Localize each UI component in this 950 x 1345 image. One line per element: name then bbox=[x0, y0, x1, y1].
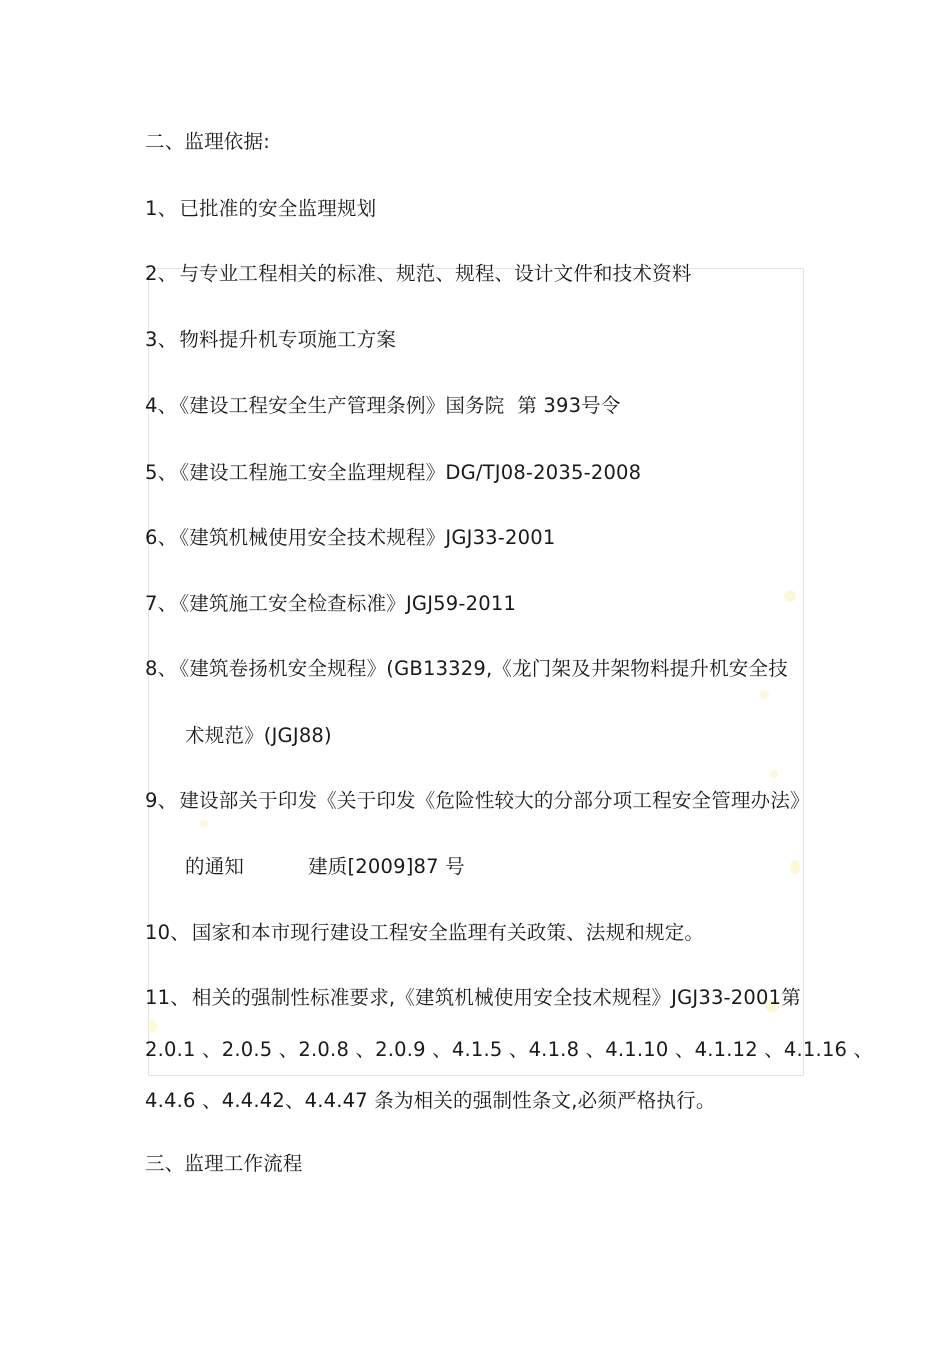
list-item-1: 1、 已批准的安全监理规划 bbox=[145, 197, 377, 220]
background-speck bbox=[760, 690, 769, 699]
list-item-7: 7、 《建筑施工安全检查标准》JGJ59-2011 bbox=[145, 592, 517, 615]
list-item-9-continuation: 的通知 建质[2009]87 号 bbox=[185, 855, 465, 878]
list-item-3: 3、 物料提升机专项施工方案 bbox=[145, 328, 397, 351]
list-item-4: 4、 《建设工程安全生产管理条例》国务院 第 393号令 bbox=[145, 394, 621, 417]
list-item-10: 10、 国家和本市现行建设工程安全监理有关政策、法规和规定。 bbox=[145, 921, 705, 944]
background-speck bbox=[770, 770, 778, 778]
list-item-5: 5、 《建设工程施工安全监理规程》DG/TJ08-2035-2008 bbox=[145, 461, 642, 484]
background-speck bbox=[790, 860, 800, 874]
list-item-6: 6、 《建筑机械使用安全技术规程》JGJ33-2001 bbox=[145, 526, 556, 549]
list-item-9: 9、 建设部关于印发《关于印发《危险性较大的分部分项工程安全管理办法》 bbox=[145, 789, 810, 812]
list-item-11: 11、 相关的强制性标准要求,《建筑机械使用安全技术规程》JGJ33-2001第 bbox=[145, 986, 801, 1009]
list-item-11-continuation: 2.0.1 、2.0.5 、2.0.8 、2.0.9 、4.1.5 、4.1.8 、4.1.10 、4.1.12 、4.1.16 、 bbox=[145, 1038, 874, 1061]
section-heading-basis: 二、监理依据: bbox=[145, 130, 270, 153]
background-speck bbox=[784, 590, 796, 602]
section-heading-flow: 三、监理工作流程 bbox=[145, 1152, 303, 1175]
background-speck bbox=[148, 1020, 157, 1032]
list-item-11-continuation-2: 4.4.6 、4.4.42、4.4.47 条为相关的强制性条文,必须严格执行。 bbox=[145, 1089, 716, 1112]
list-item-8-continuation: 术规范》(JGJ88) bbox=[185, 724, 332, 747]
background-speck bbox=[200, 820, 208, 828]
list-item-8: 8、 《建筑卷扬机安全规程》(GB13329,《龙门架及井架物料提升机安全技 bbox=[145, 657, 788, 680]
list-item-2: 2、 与专业工程相关的标准、规范、规程、设计文件和技术资料 bbox=[145, 262, 692, 285]
